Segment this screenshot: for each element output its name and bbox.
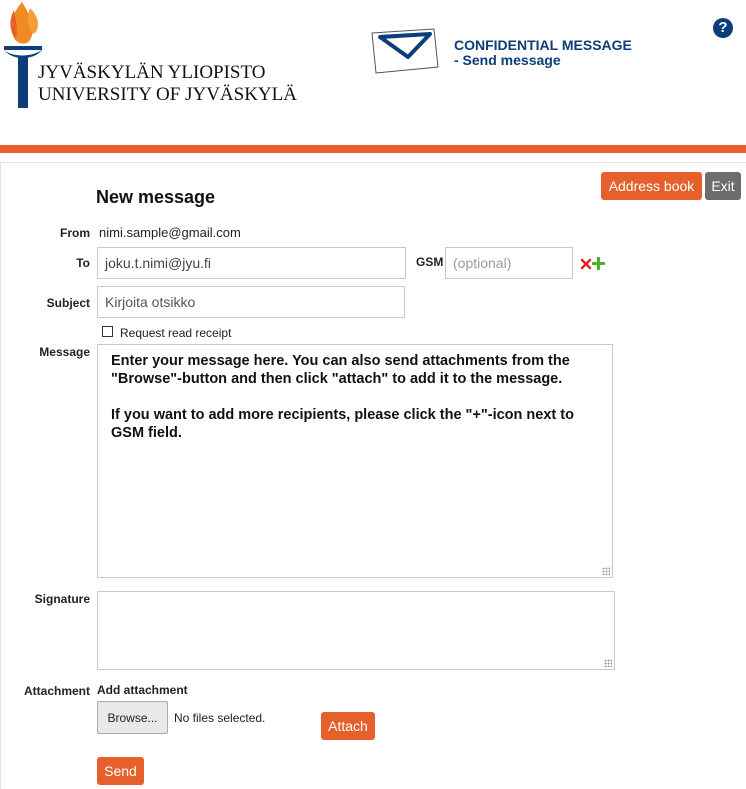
logo-line-2: UNIVERSITY OF JYVÄSKYLÄ bbox=[38, 84, 297, 105]
university-logo bbox=[0, 0, 297, 112]
from-label: From bbox=[60, 226, 90, 240]
help-icon[interactable]: ? bbox=[713, 18, 733, 38]
page-subtitle: - Send message bbox=[454, 52, 561, 68]
panel-border-left bbox=[0, 162, 1, 789]
from-value: nimi.sample@gmail.com bbox=[99, 225, 241, 240]
address-book-button[interactable]: Address book bbox=[601, 172, 702, 200]
gsm-label: GSM bbox=[416, 255, 444, 269]
signature-label: Signature bbox=[34, 592, 90, 606]
attach-button[interactable]: Attach bbox=[321, 712, 375, 740]
exit-button[interactable]: Exit bbox=[705, 172, 741, 200]
read-receipt-label: Request read receipt bbox=[120, 326, 232, 340]
attachment-label: Attachment bbox=[23, 684, 90, 698]
page-title: CONFIDENTIAL MESSAGE bbox=[454, 37, 632, 53]
message-paragraph-1: Enter your message here. You can also send attachments from the "Browse"-button and then click "attach" to add it to the message. bbox=[111, 353, 570, 387]
browse-button[interactable]: Browse... bbox=[97, 701, 168, 734]
subject-label: Subject bbox=[46, 296, 90, 310]
resize-grip-icon[interactable] bbox=[602, 567, 610, 575]
panel-border-top bbox=[0, 162, 746, 163]
header-divider bbox=[0, 145, 746, 153]
logo-line-1: JYVÄSKYLÄN YLIOPISTO bbox=[38, 62, 266, 83]
form-heading: New message bbox=[96, 187, 216, 207]
message-paragraph-2: If you want to add more recipients, please click the "+"-icon next to GSM field. bbox=[111, 407, 574, 441]
envelope-icon bbox=[370, 27, 440, 75]
message-textarea[interactable] bbox=[97, 344, 613, 578]
signature-textarea[interactable] bbox=[97, 591, 615, 670]
no-files-text: No files selected. bbox=[174, 711, 266, 725]
to-input[interactable]: joku.t.nimi@jyu.fi bbox=[97, 247, 406, 279]
message-label: Message bbox=[39, 345, 90, 359]
remove-recipient-icon[interactable] bbox=[580, 258, 592, 270]
subject-input[interactable]: Kirjoita otsikko bbox=[97, 286, 405, 318]
gsm-input[interactable]: (optional) bbox=[445, 247, 573, 279]
resize-grip-icon[interactable] bbox=[604, 659, 612, 667]
to-label: To bbox=[76, 256, 90, 270]
send-button[interactable]: Send bbox=[97, 757, 144, 785]
read-receipt-checkbox[interactable] bbox=[102, 326, 113, 337]
add-recipient-icon[interactable] bbox=[592, 257, 605, 270]
add-attachment-heading: Add attachment bbox=[97, 683, 188, 697]
